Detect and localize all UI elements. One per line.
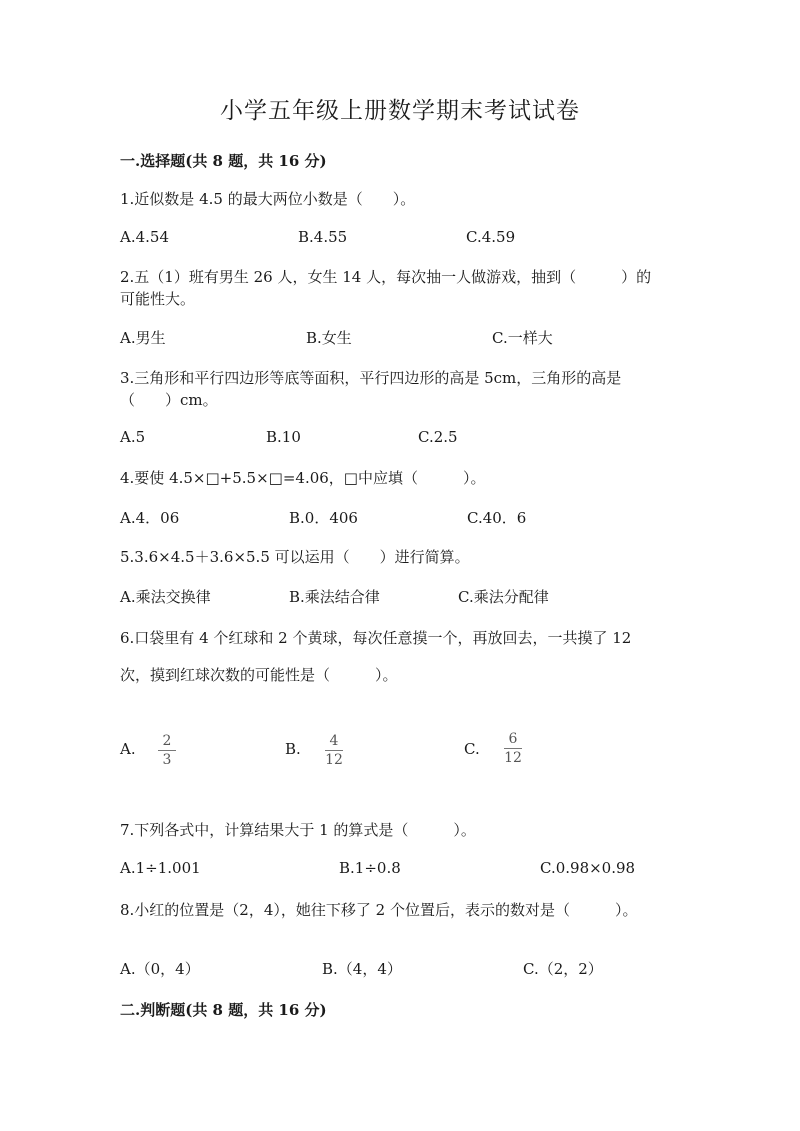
section-heading-true-false: 二.判断题(共 8 题，共 16 分) — [120, 1001, 327, 1019]
fraction-numerator: 6 — [508, 731, 518, 747]
question-3-line-2: （ ）cm。 — [120, 391, 218, 409]
fraction-numerator: 2 — [162, 733, 172, 749]
section-heading-choice: 一.选择题(共 8 题，共 16 分) — [120, 152, 327, 170]
question-7-option-c: C.0.98×0.98 — [540, 859, 636, 877]
question-4-option-a: A.4．06 — [120, 509, 180, 527]
question-8: 8.小红的位置是（2，4），她往下移了 2 个位置后，表示的数对是（ ）。 — [120, 901, 638, 919]
question-7-option-a: A.1÷1.001 — [120, 859, 201, 877]
fraction-bar — [158, 750, 176, 751]
question-6-line-1: 6.口袋里有 4 个红球和 2 个黄球，每次任意摸一个，再放回去，一共摸了 12 — [120, 629, 632, 647]
question-5-option-b: B.乘法结合律 — [289, 588, 380, 606]
question-6-option-a-label: A. — [120, 740, 136, 758]
question-1-option-c: C.4.59 — [466, 228, 516, 246]
question-5-option-a: A.乘法交换律 — [120, 588, 211, 606]
question-8-option-c: C.（2，2） — [523, 960, 603, 978]
question-6-option-a-fraction — [158, 733, 176, 768]
question-1-option-a: A.4.54 — [120, 228, 169, 246]
question-6-option-c-label: C. — [464, 740, 480, 758]
question-8-option-a: A.（0，4） — [120, 960, 200, 978]
fraction-denominator: 3 — [162, 752, 172, 768]
page-title: 小学五年级上册数学期末考试试卷 — [220, 98, 580, 124]
question-6-line-2: 次，摸到红球次数的可能性是（ ）。 — [120, 666, 398, 684]
question-7: 7.下列各式中，计算结果大于 1 的算式是（ ）。 — [120, 821, 476, 839]
question-2-line-2: 可能性大。 — [120, 290, 196, 308]
fraction-bar — [325, 750, 343, 751]
question-5: 5.3.6×4.5＋3.6×5.5 可以运用（ ）进行简算。 — [120, 548, 470, 566]
question-5-option-c: C.乘法分配律 — [458, 588, 549, 606]
question-3-option-a: A.5 — [120, 428, 146, 446]
question-1-option-b: B.4.55 — [298, 228, 348, 246]
question-4: 4.要使 4.5×□+5.5×□=4.06，□中应填（ ）。 — [120, 469, 486, 487]
question-6-option-c-fraction — [504, 731, 522, 766]
question-2-line-1: 2.五（1）班有男生 26 人，女生 14 人，每次抽一人做游戏，抽到（ ）的 — [120, 268, 652, 286]
question-3-option-c: C.2.5 — [418, 428, 458, 446]
question-3-line-1: 3.三角形和平行四边形等底等面积，平行四边形的高是 5cm，三角形的高是 — [120, 369, 622, 387]
question-2-option-a: A.男生 — [120, 329, 166, 347]
fraction-numerator: 4 — [329, 733, 339, 749]
fraction-denominator: 12 — [504, 750, 522, 766]
question-4-option-b: B.0．406 — [289, 509, 358, 527]
fraction-bar — [504, 748, 522, 749]
question-6-option-b-label: B. — [285, 740, 301, 758]
question-2-option-b: B.女生 — [306, 329, 352, 347]
question-3-option-b: B.10 — [266, 428, 301, 446]
question-4-option-c: C.40．6 — [467, 509, 527, 527]
question-8-option-b: B.（4，4） — [322, 960, 402, 978]
question-2-option-c: C.一样大 — [492, 329, 553, 347]
fraction-denominator: 12 — [325, 752, 343, 768]
question-7-option-b: B.1÷0.8 — [339, 859, 401, 877]
question-1: 1.近似数是 4.5 的最大两位小数是（ ）。 — [120, 190, 416, 208]
question-6-option-b-fraction — [325, 733, 343, 768]
